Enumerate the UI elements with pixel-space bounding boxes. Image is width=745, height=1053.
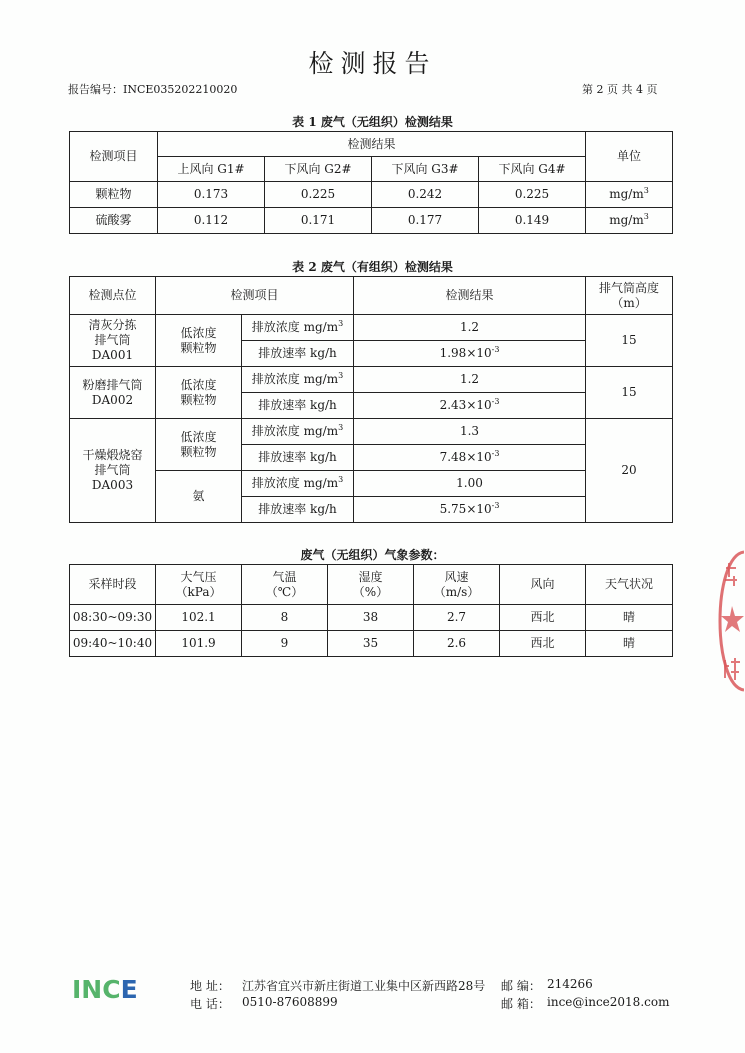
report-number: 报告编号：INCE035202210020 <box>68 83 238 96</box>
tel-label: 电 话： <box>190 997 230 1011</box>
table2 <box>69 276 673 523</box>
table3-cell: 08:30~09:30 <box>70 605 156 631</box>
table1-point: 下风向 G2# <box>265 157 372 182</box>
table3-cell: 35 <box>328 631 414 657</box>
table-row <box>70 367 673 393</box>
pollutant-line: 颗粒物 <box>180 444 217 459</box>
table2-header-item: 检测项目 <box>156 277 354 315</box>
table3-cell: 西北 <box>500 605 586 631</box>
conc-label-text: 排放浓度 mg/m <box>251 424 339 438</box>
pollutant <box>156 315 242 367</box>
table1-cell: 0.225 <box>479 182 586 208</box>
table1-cell: 0.225 <box>265 182 372 208</box>
table1-row-name: 硫酸雾 <box>70 208 158 234</box>
rate-exponent: -3 <box>491 449 500 458</box>
table3 <box>69 564 673 657</box>
table3-cell: 102.1 <box>156 605 242 631</box>
header-line: （m/s） <box>433 584 480 599</box>
conc-label-text: 排放浓度 mg/m <box>251 372 339 386</box>
table3-cell: 2.7 <box>414 605 500 631</box>
table2-header-result: 检测结果 <box>354 277 586 315</box>
result-value: 1.2 <box>354 315 586 341</box>
result-value: 1.2 <box>354 367 586 393</box>
address-value: 江苏省宜兴市新庄街道工业集中区新西路28号 <box>242 979 486 993</box>
unit-exponent: 3 <box>338 319 344 328</box>
header-line: （℃） <box>265 584 304 599</box>
table-row <box>70 631 673 657</box>
result-value <box>354 445 586 471</box>
rate-label: 排放速率 kg/h <box>242 445 354 471</box>
table1-point: 下风向 G4# <box>479 157 586 182</box>
conc-label <box>242 419 354 445</box>
header-line: （%） <box>352 584 389 599</box>
point-da002 <box>70 367 156 419</box>
table3-header <box>328 565 414 605</box>
logo-text: INC <box>72 975 121 1004</box>
pollutant-line: 颗粒物 <box>180 340 217 355</box>
table1-point: 上风向 G1# <box>158 157 265 182</box>
table1-header-item: 检测项目 <box>70 132 158 182</box>
rate-exponent: -3 <box>491 345 500 354</box>
logo-e-mark: E <box>120 975 138 1004</box>
height-header-line1: 排气筒高度 <box>599 280 660 295</box>
table-row <box>70 208 673 234</box>
conc-label <box>242 315 354 341</box>
header-line: （kPa） <box>175 584 222 599</box>
table1-unit <box>586 182 673 208</box>
table3-header <box>242 565 328 605</box>
pollutant-line: 颗粒物 <box>180 392 217 407</box>
table3-header <box>414 565 500 605</box>
unit-base: mg/m <box>609 213 644 227</box>
stack-height: 15 <box>586 315 673 367</box>
unit-exponent: 3 <box>338 371 344 380</box>
conc-label-text: 排放浓度 mg/m <box>251 320 339 334</box>
table1-cell: 0.171 <box>265 208 372 234</box>
table2-caption: 表 2 废气（有组织）检测结果 <box>292 260 453 274</box>
point-da001 <box>70 315 156 367</box>
zip-value: 214266 <box>547 977 593 991</box>
table3-cell: 9 <box>242 631 328 657</box>
rate-base: 1.98×10 <box>439 346 492 360</box>
rate-label: 排放速率 kg/h <box>242 393 354 419</box>
pollutant: 氨 <box>156 471 242 523</box>
table-row <box>70 471 673 497</box>
rate-label: 排放速率 kg/h <box>242 497 354 523</box>
table1-row-name: 颗粒物 <box>70 182 158 208</box>
unit-exponent: 3 <box>643 186 649 195</box>
point-name-line: 排气筒 <box>94 463 131 477</box>
page-title: 检测报告 <box>308 49 437 78</box>
result-value: 1.3 <box>354 419 586 445</box>
table3-cell: 101.9 <box>156 631 242 657</box>
zip-label: 邮 编： <box>501 979 541 993</box>
table3-cell: 09:40~10:40 <box>70 631 156 657</box>
rate-base: 5.75×10 <box>439 502 492 516</box>
rate-base: 2.43×10 <box>439 398 492 412</box>
table3-header <box>500 565 586 605</box>
table-row <box>70 315 673 341</box>
height-header-line2: （m） <box>611 295 647 310</box>
rate-exponent: -3 <box>491 501 500 510</box>
conc-label <box>242 367 354 393</box>
company-logo <box>72 975 160 1005</box>
table1-cell: 0.173 <box>158 182 265 208</box>
header-line: 风速 <box>444 569 469 584</box>
table1-unit <box>586 208 673 234</box>
point-name-line: DA001 <box>91 348 134 362</box>
point-name-line: 粉磨排气筒 <box>82 377 143 392</box>
table3-cell: 8 <box>242 605 328 631</box>
header-line: 天气状况 <box>604 577 653 591</box>
page-indicator: 第 2 页 共 4 页 <box>582 83 658 96</box>
mail-label: 邮 箱： <box>501 997 541 1011</box>
table3-cell: 西北 <box>500 631 586 657</box>
table2-header-point: 检测点位 <box>70 277 156 315</box>
table2-header-height <box>586 277 673 315</box>
result-value <box>354 497 586 523</box>
point-name-line: 排气筒 <box>94 333 131 347</box>
unit-exponent: 3 <box>338 475 344 484</box>
address-label: 地 址： <box>190 979 230 993</box>
point-name-line: DA003 <box>91 478 134 492</box>
unit-base: mg/m <box>609 187 644 201</box>
table3-cell: 2.6 <box>414 631 500 657</box>
table1-caption: 表 1 废气（无组织）检测结果 <box>292 115 453 129</box>
header-line: 大气压 <box>180 569 217 584</box>
result-value <box>354 393 586 419</box>
unit-exponent: 3 <box>643 212 649 221</box>
table3-cell: 38 <box>328 605 414 631</box>
table1-cell: 0.177 <box>372 208 479 234</box>
header-line: 采样时段 <box>88 577 137 591</box>
conc-label-text: 排放浓度 mg/m <box>251 476 339 490</box>
table3-cell: 晴 <box>586 631 673 657</box>
table1-cell: 0.242 <box>372 182 479 208</box>
result-value <box>354 341 586 367</box>
table1-cell: 0.112 <box>158 208 265 234</box>
rate-base: 7.48×10 <box>439 450 492 464</box>
pollutant <box>156 419 242 471</box>
pollutant-line: 低浓度 <box>180 325 217 340</box>
point-da003 <box>70 419 156 523</box>
table3-caption: 废气（无组织）气象参数： <box>300 548 445 562</box>
table3-header <box>586 565 673 605</box>
header-line: 湿度 <box>358 569 383 584</box>
table1-cell: 0.149 <box>479 208 586 234</box>
table1-header-result: 检测结果 <box>158 132 586 157</box>
header-line: 风向 <box>530 577 555 591</box>
seal-stamp-icon <box>716 548 744 694</box>
table-row <box>70 419 673 445</box>
point-name-line: 清灰分拣 <box>88 318 137 332</box>
table3-header <box>70 565 156 605</box>
unit-exponent: 3 <box>338 423 344 432</box>
point-name-line: 干燥煅烧窑 <box>82 448 143 462</box>
table3-cell: 晴 <box>586 605 673 631</box>
stack-height: 20 <box>586 419 673 523</box>
rate-exponent: -3 <box>491 397 500 406</box>
table-row <box>70 182 673 208</box>
tel-value: 0510-87608899 <box>242 995 338 1009</box>
point-name-line: DA002 <box>91 392 134 407</box>
pollutant-line: 低浓度 <box>180 429 217 444</box>
conc-label <box>242 471 354 497</box>
rate-label: 排放速率 kg/h <box>242 341 354 367</box>
table1-point: 下风向 G3# <box>372 157 479 182</box>
table3-header <box>156 565 242 605</box>
result-value: 1.00 <box>354 471 586 497</box>
pollutant <box>156 367 242 419</box>
table-row <box>70 605 673 631</box>
mail-value: ince@ince2018.com <box>547 995 670 1009</box>
stack-height: 15 <box>586 367 673 419</box>
header-line: 气温 <box>272 569 297 584</box>
table1 <box>69 131 673 234</box>
pollutant-line: 低浓度 <box>180 377 217 392</box>
table1-header-unit: 单位 <box>586 132 673 182</box>
